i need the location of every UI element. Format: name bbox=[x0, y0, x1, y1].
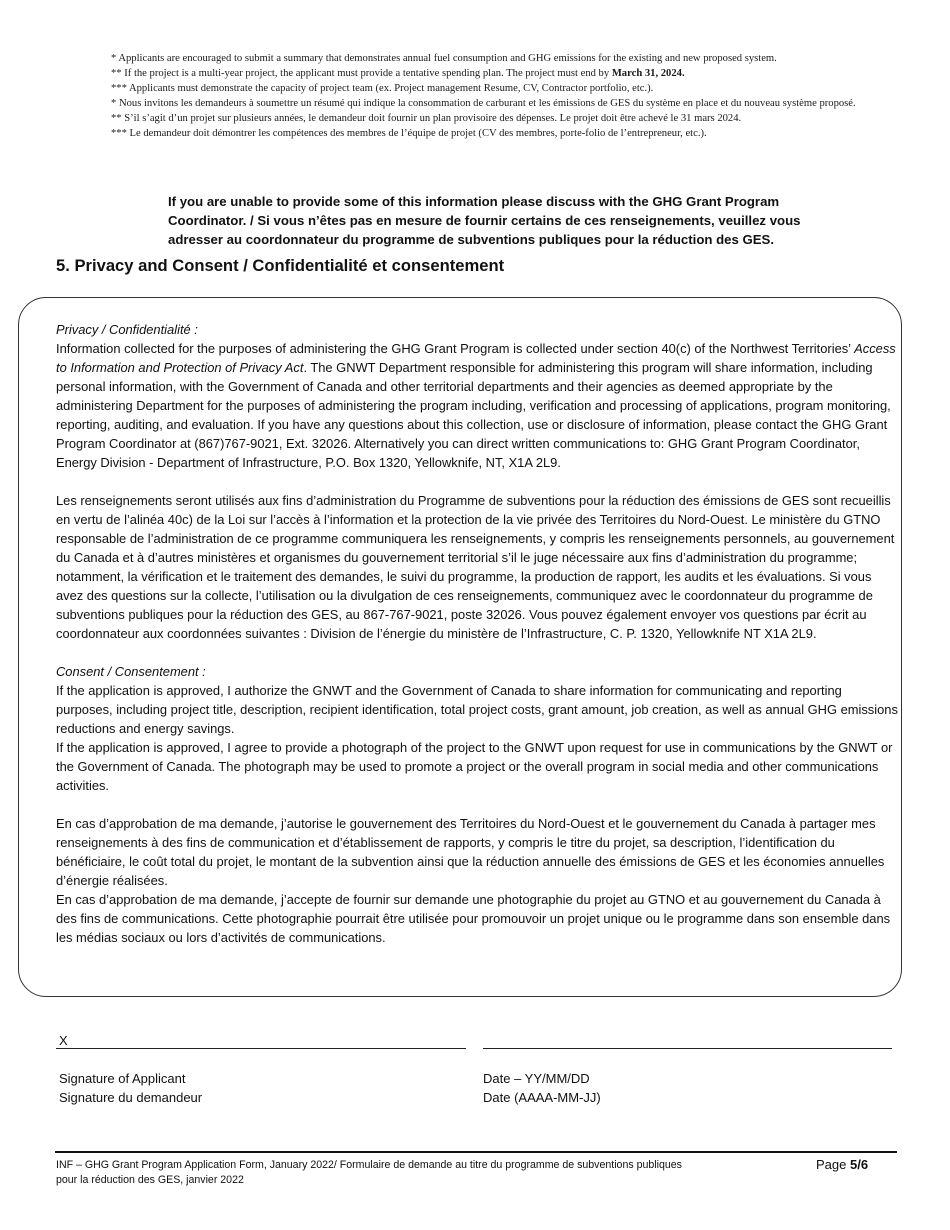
footer-line-2: pour la réduction des GES, janvier 2022 bbox=[56, 1174, 244, 1186]
date-label-fr: Date (AAAA-MM-JJ) bbox=[483, 1090, 601, 1105]
privacy-paragraph-fr: Les renseignements seront utilisés aux fins d’administration du Programme de subventions pour la réduction des émissions de GES sont recueillis en vertu de l’alinéa 40c) de la Loi sur l’accès à l’information et la protection de la vie privée des Territoires du Nord-Ouest. Le ministère du GTNO responsable de l’administration de ce programme communiquera les renseignements, y compris les renseignements personnels, au gouvernement du Canada et à d’autres ministères et organismes du gouvernement territorial s’il le juge nécessaire aux fins d’administration du programme; notamment, la vérification et le traitement des demandes, le suivi du programme, la production de rapport, les audits et les évaluations. Si vous avez des questions sur la collecte, l’utilisation ou la divulgation de ces renseignements, communiquez avec le coordonnateur du programme de subventions publiques pour la réduction des GES, au 867-767-9021, poste 32026. Vous pouvez également envoyer vos questions par écrit au coordonnateur aux coordonnées suivantes : Division de l’énergie du ministère de l’Infrastructure, C. P. 1320, Yellowknife NT X1A 2L9. bbox=[56, 493, 895, 641]
consent-paragraph-en-2: If the application is approved, I agree to provide a photograph of the project to the GNWT upon request for use in communications by the GNWT or the Government of Canada. The photograph may be used to promote a project or the overall program in social media and other communications activities. bbox=[56, 740, 893, 793]
signature-labels bbox=[59, 1069, 202, 1107]
page-separator: / bbox=[857, 1157, 861, 1172]
footnote-summary-fr: * Nous invitons les demandeurs à soumettre un résumé qui indique la consommation de carburant et les émissions de GES du système en place et du nouveau système proposé. bbox=[111, 98, 856, 109]
footnotes bbox=[111, 51, 871, 141]
page-label: Page bbox=[816, 1157, 850, 1172]
section-title: 5. Privacy and Consent / Confidentialité et consentement bbox=[56, 256, 505, 275]
footnote-team-capacity-fr: *** Le demandeur doit démontrer les compétences des membres de l’équipe de projet (CV des membres, porte-folio de l’entrepreneur, etc.). bbox=[111, 128, 707, 139]
consent-paragraph-en-1: If the application is approved, I authorize the GNWT and the Government of Canada to share information for communicating and reporting purposes, including project title, description, recipient identification, total project costs, grant amount, job creation, as well as annual GHG emissions reductions and energy savings. bbox=[56, 683, 898, 736]
signature-x-mark: X bbox=[59, 1033, 68, 1048]
privacy-en-text-2: . The GNWT Department responsible for administering this program will share information, including personal information, with the Government of Canada and other territorial departments and their agencies as deemed appropriate by the administering Department for the purposes of administering the program including, verification and processing of applications, program monitoring, reporting, auditing, and evaluation. If you have any questions about this collection, use or disclosure of information, please contact the GHG Grant Program Coordinator at (867)767-9021, Ext. 32026. Alternatively you can direct written communications to: GHG Grant Program Coordinator, Energy Division - Department of Infrastructure, P.O. Box 1320, Yellowknife, NT, X1A 2L9. bbox=[56, 360, 891, 470]
consent-paragraph-fr-1: En cas d’approbation de ma demande, j’autorise le gouvernement des Territoires du Nord-Ouest et le gouvernement du Canada à partager mes renseignements à des fins de communication et d’établissement de rapports, y compris le titre du projet, sa description, l’identification du bénéficiaire, le coût total du projet, le montant de la subvention ainsi que la réduction annuelle des émissions de GES et les économies annuelles d’énergie réalisées. bbox=[56, 816, 885, 888]
footnote-spending-plan-fr: ** S’il s’agit d’un projet sur plusieurs années, le demandeur doit fournir un plan provisoire des dépenses. Le projet doit être achevé le 31 mars 2024. bbox=[111, 113, 742, 124]
signature-line[interactable] bbox=[56, 1048, 466, 1049]
footer-divider bbox=[55, 1151, 897, 1153]
privacy-heading: Privacy / Confidentialité : bbox=[56, 322, 198, 337]
page-total: 6 bbox=[860, 1157, 869, 1172]
footnote-spending-plan-text: ** If the project is a multi-year project, the applicant must provide a tentative spending plan. The project must end by bbox=[111, 68, 612, 79]
date-label-en: Date – YY/MM/DD bbox=[483, 1071, 590, 1086]
page-number bbox=[816, 1157, 868, 1172]
footnote-summary-en: * Applicants are encouraged to submit a summary that demonstrates annual fuel consumption and GHG emissions for the existing and new proposed system. bbox=[111, 53, 777, 64]
signature-label-en: Signature of Applicant bbox=[59, 1071, 186, 1086]
consent-heading: Consent / Consentement : bbox=[56, 664, 206, 679]
date-line[interactable] bbox=[483, 1048, 892, 1049]
signature-label-fr: Signature du demandeur bbox=[59, 1090, 203, 1105]
privacy-paragraph-en bbox=[56, 339, 898, 472]
footnote-spending-plan-en bbox=[111, 66, 871, 81]
footer-form-title bbox=[56, 1158, 746, 1188]
privacy-en-text-1: Information collected for the purposes of administering the GHG Grant Program is collected under section 40(c) of the Northwest Territories’ bbox=[56, 341, 855, 356]
coordinator-notice: If you are unable to provide some of this information please discuss with the GHG Grant Program Coordinator. / Si vous n’êtes pas en mesure de fournir certains de ces renseignements, veuillez vous adresser au coordonnateur du programme de subventions publiques pour la réduction des GES. bbox=[168, 194, 801, 247]
page-current: 5 bbox=[849, 1157, 858, 1172]
date-labels bbox=[483, 1069, 601, 1107]
project-end-date: March 31, 2024. bbox=[611, 68, 685, 79]
consent-paragraph-fr-2: En cas d’approbation de ma demande, j’accepte de fournir sur demande une photographie du projet au GTNO et au gouvernement du Canada à des fins de communications. Cette photographie pourrait être utilisée pour promouvoir un projet unique ou le programme dans son ensemble dans les médias sociaux ou lors d’activités de communications. bbox=[56, 892, 891, 945]
footer-line-1: INF – GHG Grant Program Application Form, January 2022/ Formulaire de demande au titre du programme de subventions publiques bbox=[56, 1159, 682, 1171]
privacy-act-title: Access to Information and Protection of Privacy Act bbox=[56, 341, 896, 375]
footnote-team-capacity-en: *** Applicants must demonstrate the capacity of project team (ex. Project management Resume, CV, Contractor portfolio, etc.). bbox=[111, 83, 654, 94]
privacy-consent-content bbox=[56, 320, 898, 947]
